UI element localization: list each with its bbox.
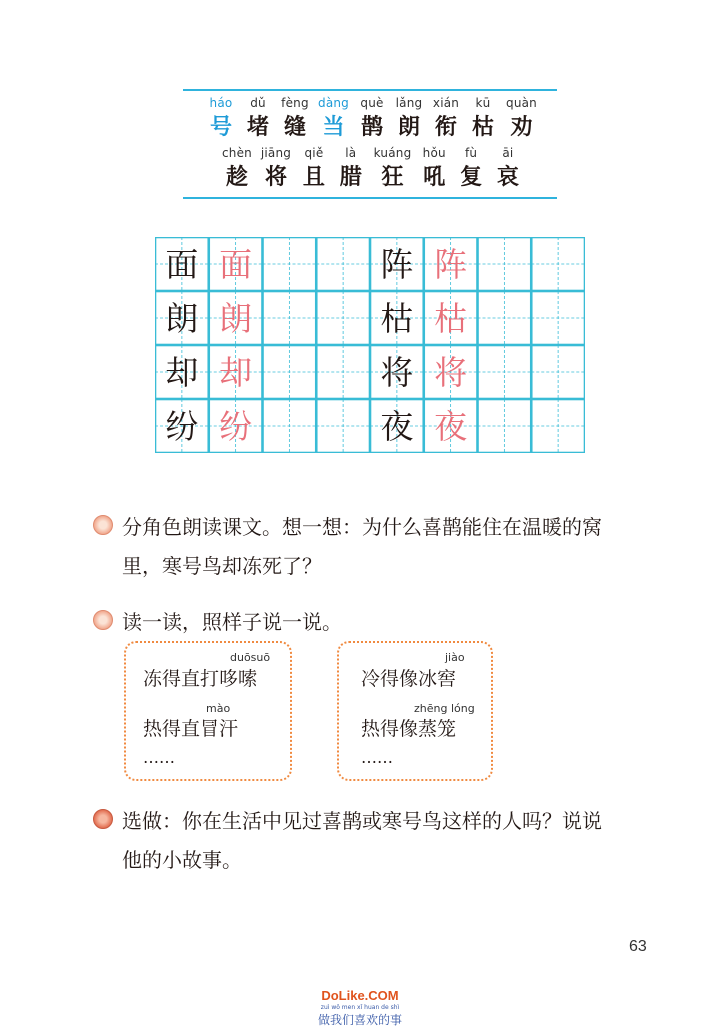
exercise-1-line-1: 分角色朗读课文。想一想：为什么喜鹊能住在温暖的窝: [122, 515, 602, 539]
trace-character: 面: [219, 245, 253, 284]
vocab-pinyin: quàn: [506, 96, 537, 110]
exercise-3-line-2: 他的小故事。: [122, 848, 242, 872]
vocab-character: 堵: [246, 114, 269, 140]
vocab-character: 吼: [423, 164, 446, 190]
vocab-row-1: [207, 96, 537, 141]
vocab-character: 且: [302, 164, 325, 190]
vocab-item: [337, 146, 365, 191]
vocab-character: 趁: [225, 164, 248, 190]
writing-grid: [155, 237, 585, 453]
model-character: 阵: [380, 245, 414, 284]
trace-character: 将: [434, 353, 468, 392]
box-right-line-1: 冷得像冰窖: [361, 668, 457, 690]
vocab-item: [261, 146, 291, 191]
vocab-character: 哀: [496, 164, 519, 190]
vocab-pinyin: jiāng: [260, 146, 292, 160]
vocab-item: [395, 96, 423, 141]
vocab-pinyin: āi: [502, 146, 514, 160]
vocab-pinyin: dǔ: [250, 96, 266, 110]
exercise-bullet-icon: [93, 515, 113, 535]
model-character: 却: [165, 353, 199, 392]
vocab-character: 将: [264, 164, 287, 190]
model-character: 枯: [380, 299, 414, 338]
vocab-pinyin: kuáng: [373, 146, 412, 160]
vocab-item: [469, 96, 497, 141]
watermark: [300, 988, 420, 1028]
vocab-item: [506, 96, 537, 141]
vocab-character: 狂: [381, 164, 404, 190]
vocab-pinyin: dàng: [318, 96, 349, 110]
vocab-character: 劝: [510, 114, 533, 140]
trace-character: 枯: [434, 299, 468, 338]
box-left-pinyin-2: mào: [206, 702, 231, 715]
vocab-row-2: [222, 146, 522, 191]
vocab-item: [300, 146, 328, 191]
vocab-item: [207, 96, 235, 141]
trace-character: 纷: [219, 407, 253, 446]
vocab-pinyin: xián: [432, 96, 460, 110]
exercise-bullet-icon: [93, 610, 113, 630]
box-right-pinyin-1: jiào: [445, 651, 465, 664]
watermark-tagline-pinyin: zuì wǒ men xǐ huan de shì: [320, 1004, 400, 1011]
exercise-1-line-2: 里，寒号鸟却冻死了？: [122, 554, 322, 578]
vocab-pinyin: fù: [464, 146, 478, 160]
vocab-pinyin: qiě: [304, 146, 324, 160]
model-character: 面: [165, 245, 199, 284]
vocab-pinyin: là: [345, 146, 357, 160]
vocab-item: [374, 146, 412, 191]
vocab-pinyin: què: [360, 96, 384, 110]
vocab-pinyin: lǎng: [395, 96, 423, 110]
vocab-bottom-line: [183, 197, 557, 199]
model-character: 将: [380, 353, 414, 392]
vocab-item: [432, 96, 460, 141]
vocab-top-line: [183, 89, 557, 91]
vocab-item: [420, 146, 448, 191]
vocab-pinyin: chèn: [222, 146, 252, 160]
box-left-ellipsis: ……: [143, 748, 175, 767]
vocab-character: 腊: [339, 164, 362, 190]
box-left-line-1: 冻得直打哆嗦: [143, 668, 258, 690]
vocab-item: [281, 96, 309, 141]
box-left-line-2: 热得直冒汗: [143, 718, 239, 740]
vocab-item: [222, 146, 252, 191]
vocab-character: 衔: [434, 114, 457, 140]
vocab-pinyin: háo: [209, 96, 233, 110]
vocab-item: [244, 96, 272, 141]
vocab-character: 朗: [397, 114, 420, 140]
vocab-pinyin: kū: [475, 96, 491, 110]
vocab-character: 复: [460, 164, 483, 190]
vocab-character: 当: [322, 114, 345, 140]
exercise-3-line-1: 选做：你在生活中见过喜鹊或寒号鸟这样的人吗？说说: [122, 809, 602, 833]
model-character: 夜: [380, 407, 414, 446]
trace-character: 却: [219, 353, 253, 392]
trace-character: 朗: [219, 299, 253, 338]
vocab-character: 缝: [283, 114, 306, 140]
model-character: 纷: [165, 407, 199, 446]
exercise-2-text: 读一读，照样子说一说。: [122, 610, 342, 634]
trace-character: 阵: [434, 245, 468, 284]
box-right-ellipsis: ……: [361, 748, 393, 767]
vocab-pinyin: fèng: [281, 96, 309, 110]
writing-grid-svg: [155, 237, 585, 453]
watermark-tagline: 做我们喜欢的事: [317, 1013, 402, 1027]
vocab-character: 号: [209, 114, 232, 140]
vocab-character: 枯: [471, 114, 494, 140]
vocab-item: [457, 146, 485, 191]
page-number: 63: [629, 938, 647, 955]
vocab-item: [318, 96, 349, 141]
watermark-logo: DoLike.COM: [321, 988, 399, 1003]
vocab-character: 鹊: [360, 114, 383, 140]
model-character: 朗: [165, 299, 199, 338]
box-right-line-2: 热得像蒸笼: [361, 718, 457, 740]
box-right-pinyin-2: zhēng lóng: [414, 702, 475, 715]
vocab-item: [358, 96, 386, 141]
vocab-item: [494, 146, 522, 191]
trace-character: 夜: [434, 407, 468, 446]
box-left-pinyin-1: duōsuō: [230, 651, 271, 664]
vocab-pinyin: hǒu: [422, 146, 446, 160]
exercise-optional-bullet-icon: [93, 809, 113, 829]
